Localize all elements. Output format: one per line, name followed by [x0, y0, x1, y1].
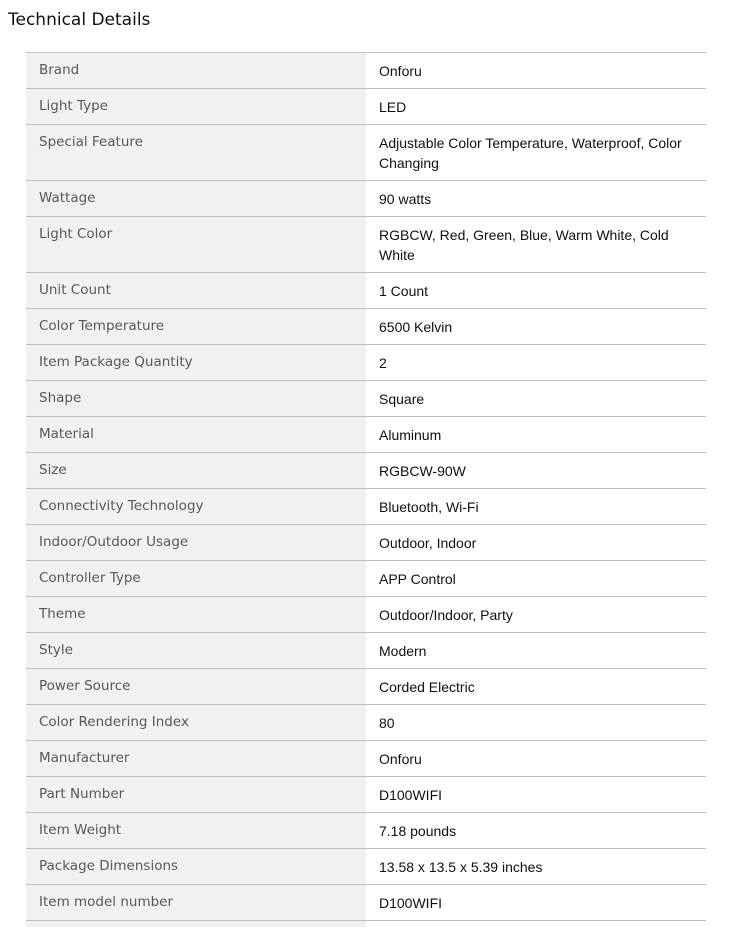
row-value: Onforu [366, 53, 706, 89]
row-label: Brand [26, 53, 366, 89]
row-value: D100WIFI [366, 777, 706, 813]
table-row [26, 309, 706, 345]
row-value: 2 [366, 345, 706, 381]
row-label: Light Type [26, 89, 366, 125]
table-row [26, 633, 706, 669]
table-row [26, 381, 706, 417]
row-label: Shape [26, 381, 366, 417]
row-label: Size [26, 453, 366, 489]
row-value: D100WIFI [366, 885, 706, 921]
row-label: Color Temperature [26, 309, 366, 345]
table-row [26, 813, 706, 849]
row-label: Item model number [26, 885, 366, 921]
table-row [26, 489, 706, 525]
row-label: Item Package Quantity [26, 345, 366, 381]
table-row [26, 181, 706, 217]
row-label: Controller Type [26, 561, 366, 597]
row-label: Color Rendering Index [26, 705, 366, 741]
table-row [26, 273, 706, 309]
row-label: Power Source [26, 669, 366, 705]
table-row-partial [26, 921, 706, 927]
row-label: Indoor/Outdoor Usage [26, 525, 366, 561]
row-label: Unit Count [26, 273, 366, 309]
table-row [26, 89, 706, 125]
table-row [26, 125, 706, 181]
row-value: Onforu [366, 741, 706, 777]
row-value: Outdoor/Indoor, Party [366, 597, 706, 633]
table-row [26, 777, 706, 813]
table-row [26, 217, 706, 273]
row-value: APP Control [366, 561, 706, 597]
row-value: Outdoor, Indoor [366, 525, 706, 561]
table-row [26, 345, 706, 381]
row-value: LED [366, 89, 706, 125]
row-value: Aluminum [366, 417, 706, 453]
row-label: Theme [26, 597, 366, 633]
table-row [26, 525, 706, 561]
row-value: 6500 Kelvin [366, 309, 706, 345]
section-title: Technical Details [8, 10, 151, 30]
row-label-partial [26, 921, 366, 927]
row-value-partial [366, 921, 706, 927]
row-label: Wattage [26, 181, 366, 217]
row-label: Light Color [26, 217, 366, 273]
row-value: 1 Count [366, 273, 706, 309]
table-row [26, 597, 706, 633]
row-label: Material [26, 417, 366, 453]
table-row [26, 705, 706, 741]
row-value: Adjustable Color Temperature, Waterproof, Color Changing [366, 125, 706, 181]
table-row [26, 669, 706, 705]
table-row [26, 53, 706, 89]
row-value: 7.18 pounds [366, 813, 706, 849]
row-label: Package Dimensions [26, 849, 366, 885]
table-row [26, 885, 706, 921]
row-value: 90 watts [366, 181, 706, 217]
row-label: Part Number [26, 777, 366, 813]
row-value: Square [366, 381, 706, 417]
table-row [26, 453, 706, 489]
table-row [26, 849, 706, 885]
row-value: RGBCW-90W [366, 453, 706, 489]
row-value: 80 [366, 705, 706, 741]
row-value: Modern [366, 633, 706, 669]
row-value: 13.58 x 13.5 x 5.39 inches [366, 849, 706, 885]
row-value: RGBCW, Red, Green, Blue, Warm White, Cold White [366, 217, 706, 273]
table-row [26, 741, 706, 777]
row-label: Connectivity Technology [26, 489, 366, 525]
row-label: Special Feature [26, 125, 366, 181]
row-value: Corded Electric [366, 669, 706, 705]
row-label: Manufacturer [26, 741, 366, 777]
table-row [26, 561, 706, 597]
row-label: Style [26, 633, 366, 669]
technical-details-table [26, 52, 706, 927]
row-value: Bluetooth, Wi-Fi [366, 489, 706, 525]
table-row [26, 417, 706, 453]
row-label: Item Weight [26, 813, 366, 849]
